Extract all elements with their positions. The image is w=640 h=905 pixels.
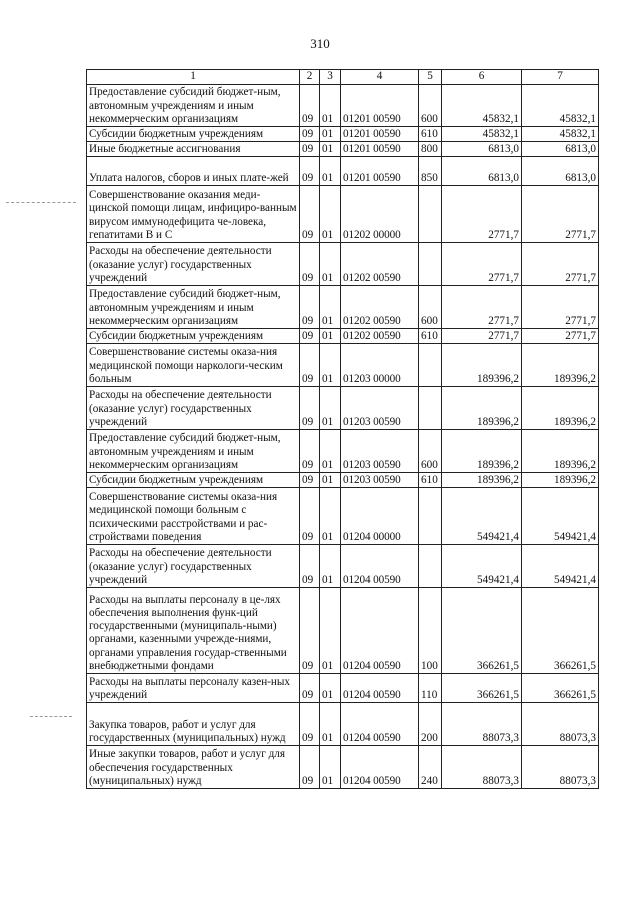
cell-gr: 09: [300, 703, 320, 746]
cell-s2: 88073,3: [522, 703, 599, 746]
cell-s1: 2771,7: [442, 243, 522, 286]
cell-gr: 09: [300, 746, 320, 789]
cell-vr: [419, 186, 442, 243]
cell-gr: 09: [300, 545, 320, 588]
cell-name: Расходы на обеспечение деятельности (оказание услуг) государственных учреждений: [87, 243, 300, 286]
cell-s2: 189396,2: [522, 430, 599, 473]
cell-gr: 09: [300, 157, 320, 186]
cell-vr: 200: [419, 703, 442, 746]
column-header: 5: [419, 70, 442, 85]
cell-csr: 01201 00590: [341, 127, 419, 142]
cell-s2: 6813,0: [522, 157, 599, 186]
cell-gr: 09: [300, 588, 320, 674]
cell-s1: 88073,3: [442, 746, 522, 789]
cell-s1: 45832,1: [442, 127, 522, 142]
cell-csr: 01204 00000: [341, 488, 419, 545]
table-row: [87, 588, 599, 674]
cell-csr: 01202 00590: [341, 243, 419, 286]
cell-gr: 09: [300, 488, 320, 545]
cell-pr: 01: [320, 703, 341, 746]
cell-gr: 09: [300, 85, 320, 127]
cell-name: Предоставление субсидий бюджет-ным, автономным учреждениям и иным некоммерческим организациям: [87, 286, 300, 329]
cell-gr: 09: [300, 243, 320, 286]
cell-s1: 6813,0: [442, 142, 522, 157]
column-header: 6: [442, 70, 522, 85]
cell-s2: 45832,1: [522, 85, 599, 127]
cell-name: Иные закупки товаров, работ и услуг для обеспечения государственных (муниципальных) нужд: [87, 746, 300, 789]
cell-name: Расходы на обеспечение деятельности (оказание услуг) государственных учреждений: [87, 545, 300, 588]
cell-csr: 01204 00590: [341, 674, 419, 703]
cell-vr: 600: [419, 430, 442, 473]
cell-s2: 2771,7: [522, 329, 599, 344]
cell-name: Предоставление субсидий бюджет-ным, автономным учреждениям и иным некоммерческим организациям: [87, 85, 300, 127]
cell-s2: 189396,2: [522, 387, 599, 430]
cell-s2: 2771,7: [522, 186, 599, 243]
cell-name: Расходы на выплаты персоналу казен-ных учреждений: [87, 674, 300, 703]
cell-s1: 189396,2: [442, 387, 522, 430]
table-row: [87, 387, 599, 430]
cell-pr: 01: [320, 430, 341, 473]
cell-s2: 2771,7: [522, 243, 599, 286]
cell-s1: 366261,5: [442, 674, 522, 703]
table-row: [87, 142, 599, 157]
cell-vr: 610: [419, 127, 442, 142]
cell-csr: 01202 00590: [341, 286, 419, 329]
cell-pr: 01: [320, 127, 341, 142]
cell-gr: 09: [300, 473, 320, 488]
cell-s2: 88073,3: [522, 746, 599, 789]
cell-vr: 850: [419, 157, 442, 186]
cell-csr: 01204 00590: [341, 588, 419, 674]
cell-pr: 01: [320, 588, 341, 674]
column-header: 7: [522, 70, 599, 85]
cell-name: Предоставление субсидий бюджет-ным, автономным учреждениям и иным некоммерческим организациям: [87, 430, 300, 473]
cell-s1: 549421,4: [442, 545, 522, 588]
cell-vr: [419, 243, 442, 286]
cell-vr: 600: [419, 85, 442, 127]
cell-gr: 09: [300, 387, 320, 430]
cell-pr: 01: [320, 344, 341, 387]
cell-s2: 549421,4: [522, 488, 599, 545]
cell-name: Совершенствование оказания меди-цинской помощи лицам, инфициро-ванным вирусом иммунодефицита че-ловека, гепатитами В и С: [87, 186, 300, 243]
cell-name: Совершенствование системы оказа-ния медицинской помощи наркологи-ческим больным: [87, 344, 300, 387]
table-row: [87, 430, 599, 473]
cell-pr: 01: [320, 85, 341, 127]
cell-name: Закупка товаров, работ и услуг для государственных (муниципальных) нужд: [87, 703, 300, 746]
cell-s2: 189396,2: [522, 473, 599, 488]
cell-name: Субсидии бюджетным учреждениям: [87, 473, 300, 488]
cell-s1: 549421,4: [442, 488, 522, 545]
table-header-row: [87, 70, 599, 85]
cell-name: Расходы на обеспечение деятельности (оказание услуг) государственных учреждений: [87, 387, 300, 430]
scan-mark: [30, 716, 72, 717]
cell-vr: 800: [419, 142, 442, 157]
column-header: 2: [300, 70, 320, 85]
cell-s1: 6813,0: [442, 157, 522, 186]
cell-csr: 01202 00000: [341, 186, 419, 243]
table-row: [87, 703, 599, 746]
column-header: 1: [87, 70, 300, 85]
cell-pr: 01: [320, 186, 341, 243]
cell-pr: 01: [320, 329, 341, 344]
table-row: [87, 488, 599, 545]
cell-s1: 45832,1: [442, 85, 522, 127]
cell-vr: [419, 488, 442, 545]
cell-name: Субсидии бюджетным учреждениям: [87, 329, 300, 344]
cell-gr: 09: [300, 674, 320, 703]
cell-name: Субсидии бюджетным учреждениям: [87, 127, 300, 142]
cell-gr: 09: [300, 344, 320, 387]
cell-s2: 366261,5: [522, 674, 599, 703]
cell-gr: 09: [300, 186, 320, 243]
cell-csr: 01204 00590: [341, 746, 419, 789]
cell-csr: 01203 00590: [341, 387, 419, 430]
cell-s2: 189396,2: [522, 344, 599, 387]
cell-s2: 366261,5: [522, 588, 599, 674]
table-row: [87, 746, 599, 789]
table-row: [87, 344, 599, 387]
cell-name: Расходы на выплаты персоналу в це-лях обеспечения выполнения функ-ций государственными (муниципаль-ными) органами, казенными учрежде-ниями, органами управления государ-ственными внебюджетными фондами: [87, 588, 300, 674]
table-row: [87, 674, 599, 703]
budget-table: [86, 69, 599, 789]
cell-name: Совершенствование системы оказа-ния медицинской помощи больным с психическими расстройствами и рас-стройствами поведения: [87, 488, 300, 545]
table-row: [87, 545, 599, 588]
column-header: 4: [341, 70, 419, 85]
cell-csr: 01204 00590: [341, 545, 419, 588]
cell-s1: 189396,2: [442, 344, 522, 387]
cell-gr: 09: [300, 286, 320, 329]
table-row: [87, 157, 599, 186]
table-row: [87, 85, 599, 127]
cell-pr: 01: [320, 286, 341, 329]
cell-pr: 01: [320, 674, 341, 703]
cell-s1: 366261,5: [442, 588, 522, 674]
cell-csr: 01201 00590: [341, 142, 419, 157]
cell-s1: 88073,3: [442, 703, 522, 746]
column-header: 3: [320, 70, 341, 85]
cell-pr: 01: [320, 387, 341, 430]
cell-vr: 610: [419, 329, 442, 344]
table-row: [87, 286, 599, 329]
cell-pr: 01: [320, 746, 341, 789]
cell-vr: 600: [419, 286, 442, 329]
cell-vr: 110: [419, 674, 442, 703]
cell-s2: 6813,0: [522, 142, 599, 157]
page-number: 310: [310, 36, 330, 51]
cell-pr: 01: [320, 142, 341, 157]
scan-mark: [6, 202, 76, 203]
cell-pr: 01: [320, 488, 341, 545]
cell-csr: 01201 00590: [341, 85, 419, 127]
table-row: [87, 473, 599, 488]
cell-pr: 01: [320, 243, 341, 286]
cell-vr: [419, 545, 442, 588]
table-body: [87, 85, 599, 789]
cell-s2: 549421,4: [522, 545, 599, 588]
cell-csr: 01203 00590: [341, 430, 419, 473]
cell-s1: 189396,2: [442, 430, 522, 473]
cell-vr: 610: [419, 473, 442, 488]
cell-name: Уплата налогов, сборов и иных плате-жей: [87, 157, 300, 186]
cell-s2: 45832,1: [522, 127, 599, 142]
cell-csr: 01203 00590: [341, 473, 419, 488]
cell-vr: [419, 387, 442, 430]
cell-vr: 100: [419, 588, 442, 674]
cell-name: Иные бюджетные ассигнования: [87, 142, 300, 157]
cell-pr: 01: [320, 157, 341, 186]
table-row: [87, 329, 599, 344]
cell-csr: 01201 00590: [341, 157, 419, 186]
cell-s1: 2771,7: [442, 286, 522, 329]
cell-csr: 01203 00000: [341, 344, 419, 387]
cell-pr: 01: [320, 473, 341, 488]
table-row: [87, 127, 599, 142]
cell-gr: 09: [300, 142, 320, 157]
cell-s1: 189396,2: [442, 473, 522, 488]
table-row: [87, 186, 599, 243]
table-row: [87, 243, 599, 286]
cell-csr: 01204 00590: [341, 703, 419, 746]
cell-gr: 09: [300, 127, 320, 142]
cell-s2: 2771,7: [522, 286, 599, 329]
cell-pr: 01: [320, 545, 341, 588]
cell-gr: 09: [300, 329, 320, 344]
cell-s1: 2771,7: [442, 186, 522, 243]
cell-s1: 2771,7: [442, 329, 522, 344]
cell-vr: 240: [419, 746, 442, 789]
cell-gr: 09: [300, 430, 320, 473]
cell-csr: 01202 00590: [341, 329, 419, 344]
cell-vr: [419, 344, 442, 387]
